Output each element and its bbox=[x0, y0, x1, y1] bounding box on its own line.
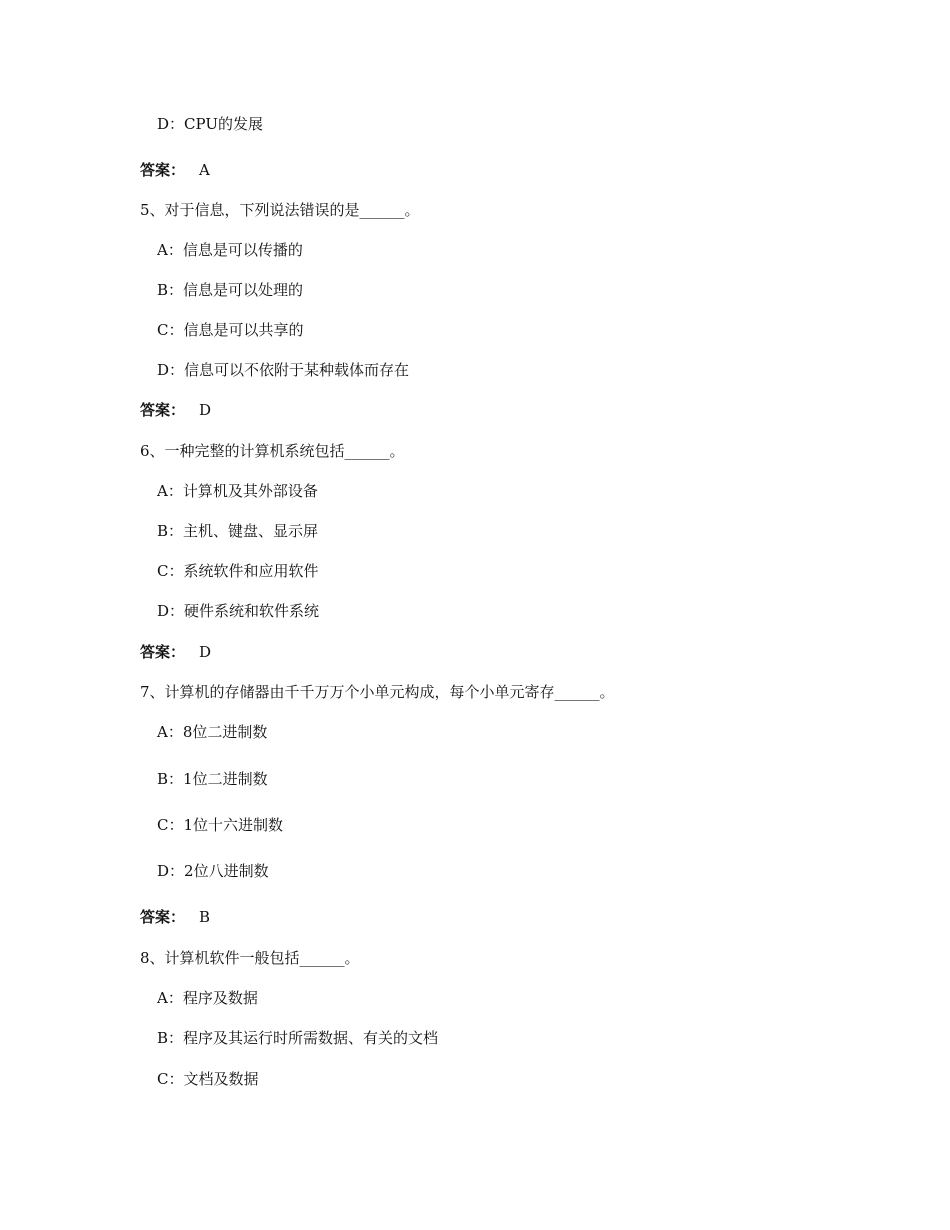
q8-option-c: C：文档及数据 bbox=[157, 1070, 259, 1088]
answer-value: B bbox=[199, 908, 211, 926]
q6-answer bbox=[140, 642, 211, 662]
q4-option-d: D：CPU的发展 bbox=[157, 115, 263, 133]
q6-option-d: D：硬件系统和软件系统 bbox=[157, 602, 320, 620]
answer-value: A bbox=[199, 161, 210, 179]
q6-option-b: B：主机、键盘、显示屏 bbox=[157, 522, 319, 540]
q7-answer bbox=[140, 907, 210, 927]
question-7: 7、计算机的存储器由千千万万个小单元构成，每个小单元寄存______。 bbox=[140, 683, 615, 701]
q7-option-c: C：1位十六进制数 bbox=[157, 816, 284, 834]
question-6: 6、一种完整的计算机系统包括______。 bbox=[140, 442, 405, 460]
answer-label: 答案： bbox=[140, 908, 186, 926]
q6-option-a: A：计算机及其外部设备 bbox=[157, 482, 318, 500]
q8-option-a: A：程序及数据 bbox=[157, 989, 258, 1007]
q5-answer bbox=[140, 400, 211, 420]
answer-value: D bbox=[199, 643, 212, 661]
answer-value: D bbox=[199, 401, 212, 419]
q8-option-b: B：程序及其运行时所需数据、有关的文档 bbox=[157, 1029, 439, 1047]
q7-option-d: D：2位八进制数 bbox=[157, 862, 269, 880]
question-8: 8、计算机软件一般包括______。 bbox=[140, 949, 360, 967]
q7-option-a: A：8位二进制数 bbox=[157, 723, 268, 741]
q5-option-a: A：信息是可以传播的 bbox=[157, 241, 303, 259]
question-5: 5、对于信息，下列说法错误的是______。 bbox=[140, 201, 420, 219]
answer-label: 答案： bbox=[140, 161, 186, 179]
q6-option-c: C：系统软件和应用软件 bbox=[157, 562, 319, 580]
q7-option-b: B：1位二进制数 bbox=[157, 770, 268, 788]
q4-answer bbox=[140, 160, 210, 180]
q5-option-d: D：信息可以不依附于某种载体而存在 bbox=[157, 361, 410, 379]
q5-option-c: C：信息是可以共享的 bbox=[157, 321, 304, 339]
q5-option-b: B：信息是可以处理的 bbox=[157, 281, 304, 299]
answer-label: 答案： bbox=[140, 643, 186, 661]
answer-label: 答案： bbox=[140, 401, 186, 419]
